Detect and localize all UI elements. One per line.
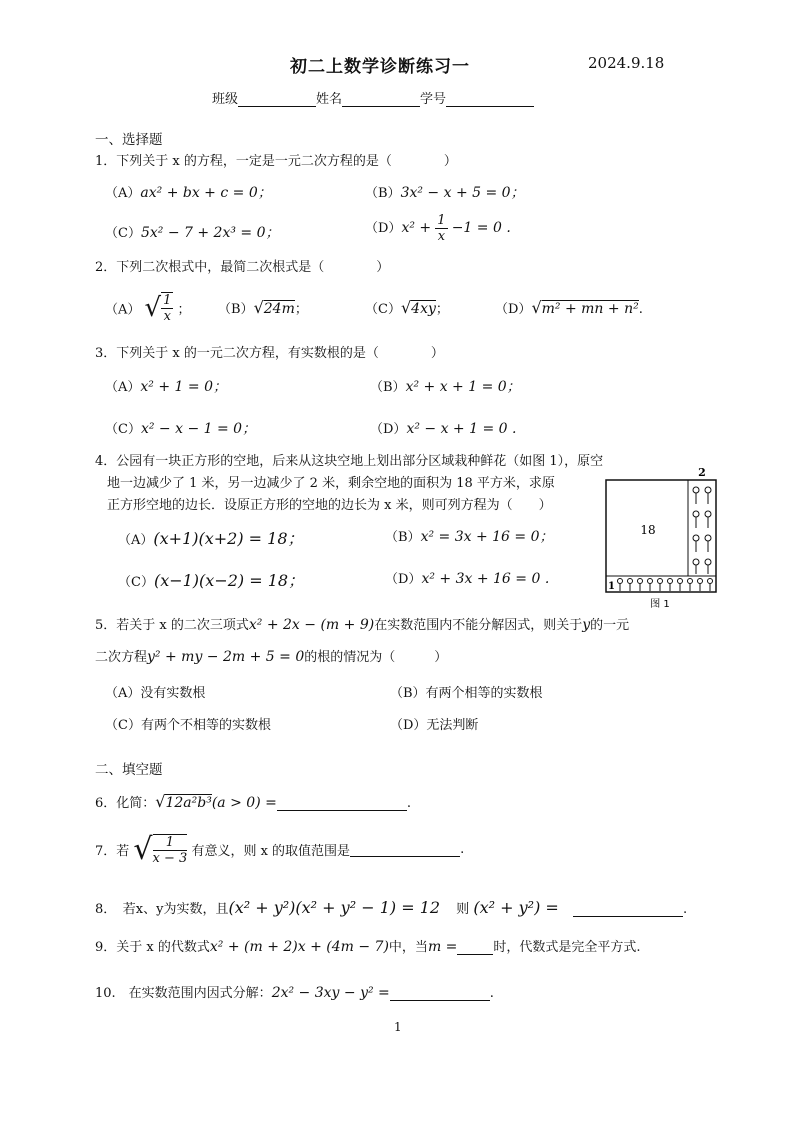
q2-a-label: （A） — [105, 302, 141, 318]
figure-1-garden — [598, 464, 724, 612]
q2-option-d[interactable]: （D）√m² + mn + n². — [495, 298, 643, 317]
q1-c-label: （C） — [105, 226, 141, 241]
q4-d-expr: x² + 3x + 16 = 0 . — [421, 571, 550, 587]
flower-row-bottom — [618, 579, 713, 592]
q3-d-expr: x² − x + 1 = 0 . — [406, 421, 517, 437]
q2-d-label: （D） — [495, 302, 532, 317]
q4-a-expr: (x+1)(x+2) = 18； — [153, 529, 304, 548]
q1-option-c[interactable] — [105, 222, 280, 242]
q3-option-c[interactable] — [105, 418, 256, 438]
label-top-2: 2 — [698, 466, 706, 479]
question-4-line-3: 正方形空地的边长．设原正方形的空地的边长为 x 米，则可列方程为（ ） — [107, 498, 552, 513]
q4-a-label: （A） — [118, 533, 154, 548]
question-10: 10. 在实数范围内因式分解：2x² − 3xy − y² = . — [95, 985, 494, 1001]
q1-d-pre: x² + — [401, 220, 432, 236]
q2-option-c[interactable]: （C）√4xy； — [365, 298, 449, 317]
q5-option-c[interactable]: （C）有两个不相等的实数根 — [105, 718, 271, 733]
question-4-line-1: 4．公园有一块正方形的空地，后来从这块空地上划出部分区域栽种鲜花（如图 1），原空 — [95, 454, 604, 469]
question-2-stem: 2．下列二次根式中，最简二次根式是（ ） — [95, 260, 390, 275]
q2-b-label: （B） — [218, 302, 254, 317]
page-title: 初二上数学诊断练习一 — [290, 57, 470, 77]
section-choice-title: 一、选择题 — [95, 132, 163, 148]
name-blank[interactable] — [342, 92, 420, 107]
q1-c-expr: 5x² − 7 + 2x³ = 0； — [140, 225, 280, 241]
q3-a-label: （A） — [105, 380, 141, 395]
name-label: 姓名 — [316, 92, 343, 107]
q5-trinomial: x² + 2x − (m + 9) — [248, 617, 375, 633]
q5-equation: y² + my − 2m + 5 = 0 — [147, 649, 305, 665]
q4-option-a[interactable] — [118, 526, 304, 549]
q3-b-label: （B） — [370, 380, 406, 395]
q3-a-expr: x² + 1 = 0； — [140, 379, 227, 395]
q4-option-d[interactable] — [385, 568, 549, 587]
q1-a-label: （A） — [105, 186, 141, 201]
q4-b-label: （B） — [385, 530, 421, 545]
q3-option-a[interactable] — [105, 376, 227, 396]
question-1-stem: 1．下列关于 x 的方程，一定是一元二次方程的是（ ） — [95, 154, 457, 169]
q4-option-b[interactable] — [385, 526, 554, 546]
q4-d-label: （D） — [385, 572, 422, 587]
class-blank[interactable] — [238, 92, 316, 107]
q7-answer-blank[interactable] — [350, 842, 460, 857]
q1-option-d[interactable] — [365, 213, 511, 244]
q1-b-label: （B） — [365, 186, 401, 201]
question-3-stem: 3．下列关于 x 的一元二次方程，有实数根的是（ ） — [95, 346, 444, 361]
q1-a-expr: ax² + bx + c = 0； — [140, 185, 272, 201]
page-number: 1 — [394, 1020, 402, 1034]
q2-a-radical: √ $\frac{1}{x}$ — [144, 293, 172, 324]
exam-date: 2024.9.18 — [588, 54, 665, 72]
q7-fraction: $\frac{1}{x - 3}$ — [152, 834, 188, 866]
id-label: 学号 — [420, 92, 447, 107]
q9-expr: x² + (m + 2)x + (4m − 7) — [209, 939, 389, 955]
q3-option-b[interactable] — [370, 376, 521, 396]
q4-c-label: （C） — [118, 575, 154, 590]
q5-option-a[interactable]: （A）没有实数根 — [105, 686, 206, 701]
q3-c-expr: x² − x − 1 = 0； — [140, 421, 257, 437]
q5-option-b[interactable]: （B）有两个相等的实数根 — [390, 686, 543, 701]
q6-radicand: 12a²b³ — [165, 795, 212, 811]
q4-option-c[interactable] — [118, 568, 304, 591]
q2-d-expr: m² + mn + n² — [541, 301, 639, 317]
q5-option-d[interactable]: （D）无法判断 — [390, 718, 479, 733]
q2-option-a[interactable]: （A） √ $\frac{1}{x}$ ； — [105, 293, 191, 324]
q4-b-expr: x² = 3x + 16 = 0； — [420, 529, 554, 545]
question-5-line-1: 5．若关于 x 的二次三项式x² + 2x − (m + 9)在实数范围内不能分解因式，则关于y的一元 — [95, 617, 630, 633]
q4-c-expr: (x−1)(x−2) = 18； — [153, 571, 305, 590]
flower-column-right — [693, 487, 711, 574]
q8-equation: (x² + y²)(x² + y² − 1) = 12 — [228, 898, 441, 917]
q6-answer-blank[interactable] — [277, 796, 407, 811]
q3-b-expr: x² + x + 1 = 0； — [405, 379, 521, 395]
question-9: 9．关于 x 的代数式x² + (m + 2)x + (4m − 7)中，当m = 时，代数式是完全平方式. — [95, 939, 641, 955]
question-8: 8． 若x、y为实数，且(x² + y²)(x² + y² − 1) = 12 则 (x² + y²) = . — [95, 898, 688, 917]
square-outline — [606, 480, 716, 592]
q2-c-expr: 4xy — [411, 301, 436, 317]
section-fill-title: 二、填空题 — [95, 762, 163, 778]
q9-answer-blank[interactable] — [457, 940, 493, 955]
q1-d-post: −1 = 0 . — [451, 220, 511, 236]
question-5-line-2: 二次方程y² + my − 2m + 5 = 0的根的情况为（ ） — [95, 649, 448, 665]
id-blank[interactable] — [446, 92, 534, 107]
q10-expr: 2x² − 3xy − y² = — [271, 985, 390, 1001]
q3-option-d[interactable] — [370, 418, 516, 437]
question-6: 6．化简：√12a²b³(a > 0) = . — [95, 792, 411, 811]
q2-option-b[interactable]: （B）√24m； — [218, 298, 308, 317]
q10-answer-blank[interactable] — [390, 986, 490, 1001]
q1-option-b[interactable] — [365, 182, 525, 202]
q8-expr: (x² + y²) = — [473, 898, 559, 917]
question-7: 7．若 √ $\frac{1}{x - 3}$ 有意义，则 x 的取值范围是 . — [95, 832, 465, 867]
q2-b-expr: 24m — [263, 301, 295, 317]
student-info-row — [212, 88, 534, 107]
figure-caption: 图 1 — [650, 599, 670, 610]
q1-d-label: （D） — [365, 221, 402, 236]
q1-b-expr: 3x² − x + 5 = 0； — [400, 185, 525, 201]
q1-option-a[interactable] — [105, 182, 272, 202]
q8-answer-blank[interactable] — [573, 902, 683, 917]
label-left-1: 1 — [608, 581, 615, 592]
question-4-line-2: 地一边减少了 1 米，另一边减少了 2 米，剩余空地的面积为 18 平方米，求原 — [107, 476, 555, 491]
q2-c-label: （C） — [365, 302, 401, 317]
q3-d-label: （D） — [370, 422, 407, 437]
q1-d-fraction: $\frac{1}{x}$ — [437, 213, 446, 244]
label-area-18: 18 — [640, 523, 656, 537]
class-label: 班级 — [212, 92, 239, 107]
q3-c-label: （C） — [105, 422, 141, 437]
